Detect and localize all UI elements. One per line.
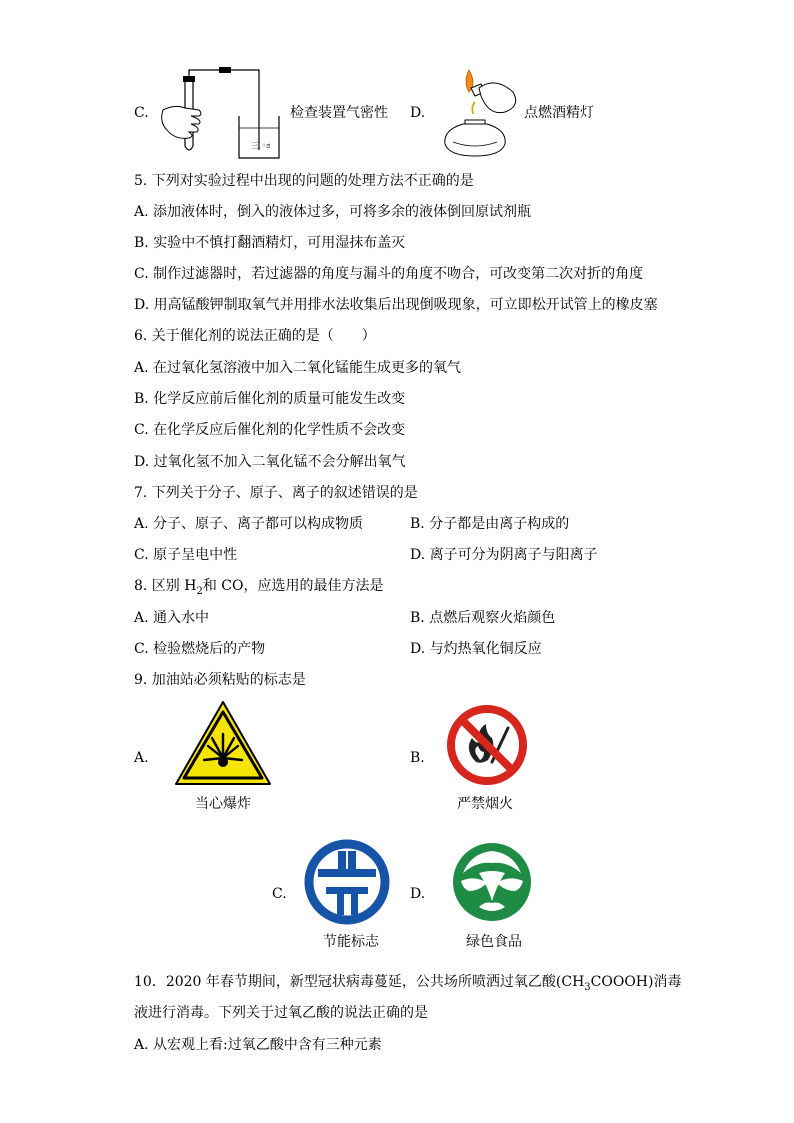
q9-option-a-caption: 当心爆炸 (195, 796, 251, 812)
q5-option-c: C. 制作过滤器时，若过滤器的角度与漏斗的角度不吻合，可改变第二次对折的角度 (134, 266, 644, 282)
q9-stem: 9. 加油站必须粘贴的标志是 (134, 672, 306, 688)
q8-option-d: D. 与灼热氧化铜反应 (410, 641, 542, 657)
q8-stem (134, 577, 383, 601)
q9-option-d-caption: 绿色食品 (466, 934, 522, 950)
q10-line-1 (134, 973, 681, 997)
q7-option-b: B. 分子都是由离子构成的 (410, 516, 570, 532)
q10-line-1-post: COOOH)消毒 (590, 974, 682, 990)
q8-stem-post: 和 CO，应选用的最佳方法是 (202, 578, 384, 594)
no-fire-sign (446, 704, 528, 786)
q6-option-b: B. 化学反应前后催化剂的质量可能发生改变 (134, 391, 406, 407)
q9-option-c-letter: C. (272, 886, 287, 902)
q9-option-b-caption: 严禁烟火 (457, 796, 513, 812)
q7-option-a: A. 分子、原子、离子都可以构成物质 (134, 516, 364, 532)
q8-option-c: C. 检验燃烧后的产物 (134, 641, 266, 657)
q8-option-b: B. 点燃后观察火焰颜色 (410, 610, 556, 626)
q5-option-d: D. 用高锰酸钾制取氧气并用排水法收集后出现倒吸现象，可立即松开试管上的橡皮塞 (134, 297, 658, 313)
q7-stem: 7. 下列关于分子、原子、离子的叙述错误的是 (134, 485, 418, 501)
q5-stem: 5. 下列对实验过程中出现的问题的处理方法不正确的是 (134, 173, 474, 189)
q4-option-c-letter: C. (134, 105, 149, 121)
q6-stem: 6. 关于催化剂的说法正确的是（ ） (134, 328, 376, 344)
q7-option-d: D. 离子可分为阴离子与阳离子 (410, 547, 598, 563)
q9-option-a-letter: A. (134, 750, 149, 766)
q8-stem-subscript: 2 (196, 585, 203, 597)
q4-option-c-text: 检查装置气密性 (290, 105, 388, 121)
q10-option-a: A. 从宏观上看:过氧乙酸中含有三种元素 (134, 1037, 382, 1053)
green-food-sign (449, 839, 535, 925)
q5-option-a: A. 添加液体时，倒入的液体过多，可将多余的液体倒回原试剂瓶 (134, 204, 532, 220)
q8-stem-pre: 8. 区别 H (134, 578, 197, 594)
q8-option-a: A. 通入水中 (134, 610, 210, 626)
q9-option-d-letter: D. (410, 886, 426, 902)
q10-line-2: 液进行消毒。下列关于过氧乙酸的说法正确的是 (134, 1005, 428, 1021)
q10-line-1-pre: 10．2020 年春节期间，新型冠状病毒蔓延，公共场所喷洒过氧乙酸(CH (134, 974, 585, 990)
q7-option-c: C. 原子呈电中性 (134, 547, 238, 563)
q4-option-d-letter: D. (410, 105, 426, 121)
q9-option-c-caption: 节能标志 (323, 934, 379, 950)
q6-option-c: C. 在化学反应后催化剂的化学性质不会改变 (134, 422, 406, 438)
lighting-alcohol-lamp-illustration (435, 66, 525, 158)
q4-option-d-text: 点燃酒精灯 (524, 105, 594, 121)
q5-option-b: B. 实验中不慎打翻酒精灯，可用湿抹布盖灭 (134, 235, 406, 251)
q10-line-1-subscript: 3 (584, 981, 591, 993)
airtightness-check-illustration (155, 66, 285, 162)
q6-option-d: D. 过氧化氢不加入二氧化锰不会分解出氧气 (134, 454, 406, 470)
explosion-warning-sign (174, 700, 272, 786)
q6-option-a: A. 在过氧化氢溶液中加入二氧化锰能生成更多的氧气 (134, 360, 462, 376)
q9-option-b-letter: B. (410, 750, 425, 766)
svg-text:三 ◦ಠ: 三 ◦ಠ (251, 141, 271, 150)
energy-saving-sign (304, 839, 390, 925)
